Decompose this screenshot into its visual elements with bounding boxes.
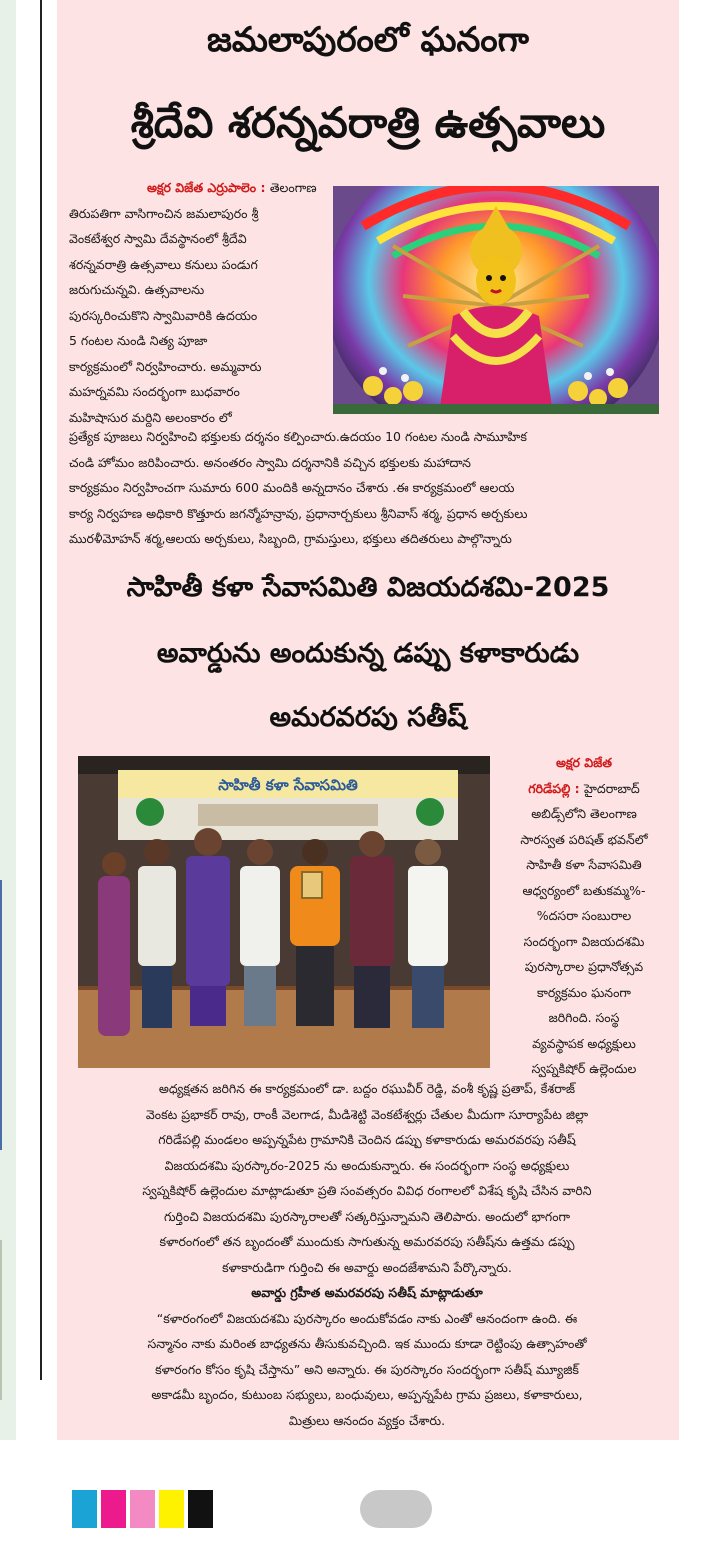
text-line: మహిషాసుర మర్దిని అలంకారం లో — [69, 409, 232, 425]
text-line: కళారంగంలో తన బృందంతో ముందుకు సాగుతున్న అమరవరపు సతీష్‌ను ఉత్తమ డప్పు — [159, 1234, 575, 1249]
text-line: విజయదశమి పురస్కారం-2025 ను అందుకున్నారు. ఈ సందర్భంగా సంస్థ అధ్యక్షులు — [164, 1157, 570, 1173]
story2-headline-line3: అమరవరపు సతీష్ — [269, 702, 467, 733]
text-line: ఆధ్వర్యంలో బతుకమ్మ%- — [522, 882, 646, 898]
award-ceremony-photo — [78, 756, 490, 1068]
story1-left-column — [69, 175, 327, 430]
text-line: పురస్కారాల ప్రధానోత్సవ — [524, 959, 644, 974]
text-line: వెంకటేశ్వర స్వామి దేవస్థానంలో శ్రీదేవి — [69, 231, 247, 246]
dateline: అక్షర విజేత ఎర్రుపాలెం : — [147, 180, 270, 195]
pink-swatch — [130, 1490, 155, 1528]
text-line: తిరుపతిగా వాసిగాంచిన జమలాపురం శ్రీ — [69, 205, 259, 221]
text-line: సారస్వత పరిషత్ భవన్‌లో — [520, 831, 648, 847]
text-line: కళారంగం కోసం కృషి చేస్తాను” అని అన్నారు. ఈ పురస్కారం సందర్భంగా సతీష్ మ్యూజిక్ — [155, 1361, 579, 1377]
story2-right-column — [499, 750, 669, 1082]
magenta-swatch — [101, 1490, 126, 1528]
text-line: %దసరా సంబురాల — [536, 908, 632, 923]
text-line: 5 గంటల నుండి నిత్య పూజా — [69, 333, 208, 348]
text-line: వ్యవస్థాపక అధ్యక్షులు — [532, 1035, 636, 1051]
text-line: స్వప్నకిషోర్ ఉల్లెందుల మాట్లాడుతూ ప్రతి సంవత్సరం వివిధ రంగాలలో విశేష కృషి చేసిన వారిని — [142, 1183, 592, 1198]
text-line: సన్మానం నాకు మరింత బాధ్యతను తీసుకువచ్చింది. ఇక ముందు కూడా రెట్టింపు ఉత్సాహంతో — [147, 1336, 587, 1351]
adjacent-page-strip — [0, 0, 16, 1440]
text-line: అధ్యక్షతన జరిగిన ఈ కార్యక్రమంలో డా. బద్దం రఘువీర్ రెడ్డి, వంశీ కృష్ణ ప్రతాప్, కేశరాజ్ — [158, 1081, 576, 1096]
text-line: కార్యక్రమంలో నిర్వహించారు. అమ్మవారు — [69, 358, 262, 374]
yellow-swatch — [159, 1490, 184, 1528]
adjacent-page-mark — [0, 880, 2, 1150]
banner-text: సాహితీ కళా సేవాసమితి — [218, 776, 358, 794]
text-line: మహర్నవమి సందర్భంగా బుధవారం — [69, 384, 240, 399]
dateline: అక్షర విజేత — [555, 755, 613, 770]
text-line: గరిడేపల్లి : హైదరాబాద్ — [528, 780, 640, 796]
text-line: మురళీమోహన్ శర్మ,ఆలయ అర్చకులు, సిబ్బంది, గ్రామస్తులు, భక్తులు తదితరులు పాల్గొన్నారు — [69, 531, 512, 546]
story1-headline-line2: శ్రీదేవి శరన్నవరాత్రి ఉత్సవాలు — [130, 98, 606, 147]
story1-headline-line1: జమలాపురంలో ఘనంగా — [207, 20, 529, 60]
text-line: మిత్రులు ఆనందం వ్యక్తం చేశారు. — [288, 1412, 446, 1428]
text-line: కార్య నిర్వహణ అధికారి కొత్తూరు జగన్మోహన్రావు, ప్రధానార్చకులు శ్రీనివాస్ శర్మ, ప్రధాన అర్చకులు — [69, 505, 528, 521]
story2-body-full-width — [69, 1076, 665, 1433]
story1-body-full-width — [69, 424, 665, 552]
text-line: గుర్తించి విజయదశమి పురస్కారాలతో సత్కరిస్తున్నామని తెలిపారు. అందులో భాగంగా — [163, 1208, 571, 1224]
text-line: కార్యక్రమం ఘనంగా — [537, 984, 631, 1000]
text-line: పురస్కరించుకొని స్వామివారికి ఉదయం — [69, 307, 258, 323]
text-line: “కళారంగంలో విజయదశమి పురస్కారం అందుకోవడం నాకు ఎంతో ఆనందంగా ఉంది. ఈ — [156, 1310, 578, 1326]
text-line: సాహితీ కళా సేవాసమితి — [526, 857, 642, 872]
text-line: జరుగుచున్నవి. ఉత్సవాలను — [69, 282, 205, 297]
text-line: సందర్భంగా విజయదశమి — [523, 933, 645, 949]
text-line: కళాకారుడిగా గుర్తించి ఈ అవార్డు అందజేశామని పేర్కొన్నారు. — [222, 1259, 512, 1275]
text-line: వెంకట ప్రభాకర్ రావు, రాంకీ వెలగాడ, మీడిశెట్టి వెంకటేశ్వర్లు చేతుల మీదుగా సూర్యాపేట జిల్లా — [145, 1106, 589, 1122]
text-line: జరిగింది. సంస్థ — [548, 1010, 620, 1025]
black-swatch — [188, 1490, 213, 1528]
text-line: అబిడ్స్‌లోని తెలంగాణ — [531, 806, 637, 821]
adjacent-page-mark — [0, 1240, 2, 1400]
story2-headline-line1: సాహితీ కళా సేవాసమితి విజయదశమి-2025 — [126, 572, 610, 603]
text-line: చండి హోమం జరిపించారు. అనంతరం స్వామి దర్శనానికి వచ్చిన భక్తులకు మహాదాన — [69, 454, 471, 470]
news-article-clipping — [57, 0, 679, 1440]
story2-headline-line2: అవార్డును అందుకున్న డప్పు కళాకారుడు — [156, 638, 580, 669]
scroll-indicator-pill[interactable] — [360, 1490, 432, 1528]
text-line: కార్యక్రమం నిర్వహించగా సుమారు 600 మందికి అన్నదానం చేశారు .ఈ కార్యక్రమంలో ఆలయ — [69, 480, 515, 495]
column-rule — [40, 0, 42, 1380]
cyan-swatch — [72, 1490, 97, 1528]
text-line: అకాడమీ బృందం, కుటుంబ సభ్యులు, బంధువులు, అప్పన్నపేట గ్రామ ప్రజలు, కళాకారులు, — [151, 1387, 583, 1402]
story2-subheading: అవార్డు గ్రహీత అమరవరపు సతీష్ మాట్లాడుతూ — [251, 1285, 483, 1300]
text-line: అక్షర విజేత ఎర్రుపాలెం : తెలంగాణ — [147, 180, 317, 195]
dateline: గరిడేపల్లి : — [528, 780, 584, 796]
text-line: గరిడేపల్లి మండలం అప్పన్నపేట గ్రామానికి చెందిన డప్పు కళాకారుడు అమరవరపు సతీష్ — [158, 1132, 576, 1147]
text-line: ప్రత్యేక పూజలు నిర్వహించి భక్తులకు దర్శనం కల్పించారు.ఉదయం 10 గంటల నుండి సామూహిక — [69, 429, 527, 444]
cmyk-color-swatches — [72, 1490, 217, 1528]
text-line: శరన్నవరాత్రి ఉత్సవాలు కనులు పండుగ — [69, 256, 258, 272]
text-line: స్వప్నకిషోర్ ఉల్లెందుల — [531, 1061, 637, 1076]
goddess-idol-photo — [333, 186, 659, 414]
